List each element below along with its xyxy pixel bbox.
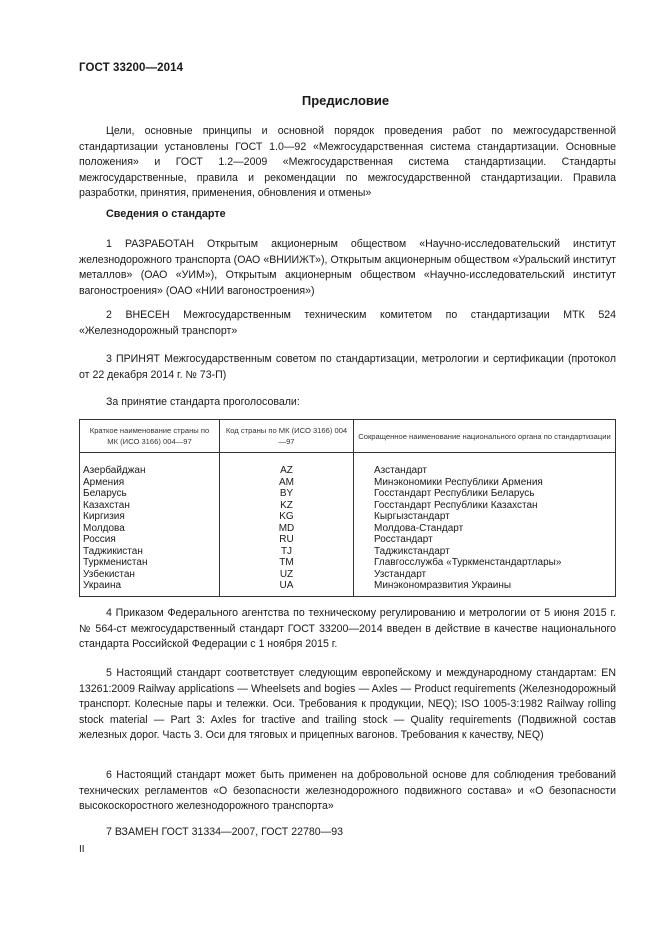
country-code: BY <box>220 488 354 500</box>
table-row <box>80 546 616 558</box>
page-number: II <box>79 844 85 855</box>
item-enacted: 4 Приказом Федерального агентства по техническому регулированию и метрологии от 5 июня 2015 г. № 564-ст межгосударственный стандарт ГОСТ 33200—2014 введен в действие в качестве национального стандарта Российской Федерации с 1 ноября 2015 г. <box>79 607 616 651</box>
standard-code: ГОСТ 33200—2014 <box>79 62 184 74</box>
vote-table <box>79 419 616 597</box>
info-heading: Сведения о стандарте <box>106 208 226 220</box>
country-code: AM <box>220 477 354 489</box>
item-developed: 1 РАЗРАБОТАН Открытым акционерным обществом «Научно-исследовательский институт железнодорожного транспорта (ОАО «ВНИИЖТ»), Открытым акционерным обществом «Уральский институт металлов» (ОАО «УИМ»), Открытым акционерным обществом «Научно-исследовательский институт вагоностроения» (ОАО «НИИ вагоностроения») <box>79 238 616 297</box>
country-name: Казахстан <box>80 500 220 512</box>
country-code: TJ <box>220 546 354 558</box>
intro-paragraph: Цели, основные принципы и основной порядок проведения работ по межгосударственной стандартизации установлены ГОСТ 1.0—92 «Межгосударственная система стандартизации. Основные положения» и ГОСТ 1.2—2009 «Межгосударственная система стандартизации. Стандарты межгосударственные, правила и рекомендации по межгосударственной стандартизации. Правила разработки, принятия, применения, обновления и отмены» <box>79 125 616 200</box>
table-row <box>80 569 616 581</box>
standards-body: Главгосслужба «Туркменстандартлары» <box>354 557 616 569</box>
standards-body: Минэкономразвития Украины <box>354 580 616 596</box>
table-row <box>80 580 616 596</box>
country-code: UA <box>220 580 354 596</box>
item-adopted: 3 ПРИНЯТ Межгосударственным советом по стандартизации, метрологии и сертификации (протокол от 22 декабря 2014 г. № 73-П) <box>79 353 616 381</box>
table-row <box>80 511 616 523</box>
standards-body: Азстандарт <box>354 453 616 477</box>
country-name: Беларусь <box>80 488 220 500</box>
table-row <box>80 453 616 477</box>
country-name: Таджикистан <box>80 546 220 558</box>
country-code: UZ <box>220 569 354 581</box>
vote-intro: За принятие стандарта проголосовали: <box>106 396 300 408</box>
country-code: KG <box>220 511 354 523</box>
page-title: Предисловие <box>301 93 390 108</box>
standards-body: Госстандарт Республики Казахстан <box>354 500 616 512</box>
item-applicability: 6 Настоящий стандарт может быть применен на добровольной основе для соблюдения требований технических регламентов «О безопасности железнодорожного подвижного состава» и «О безопасности высокоскоростного железнодорожного транспорта» <box>79 769 616 813</box>
item-replaces: 7 ВЗАМЕН ГОСТ 31334—2007, ГОСТ 22780—93 <box>106 826 344 838</box>
country-name: Армения <box>80 477 220 489</box>
header-code: Код страны по МК (ИСО 3166) 004—97 <box>220 420 354 453</box>
table-row <box>80 477 616 489</box>
standards-body: Молдова-Стандарт <box>354 523 616 535</box>
header-body: Сокращенное наименование национального органа по стандартизации <box>354 420 616 453</box>
standards-body: Узстандарт <box>354 569 616 581</box>
country-name: Украина <box>80 580 220 596</box>
country-name: Молдова <box>80 523 220 535</box>
country-name: Туркменистан <box>80 557 220 569</box>
standards-body: Минэкономики Республики Армения <box>354 477 616 489</box>
table-row <box>80 523 616 535</box>
standards-body: Росстандарт <box>354 534 616 546</box>
item-introduced: 2 ВНЕСЕН Межгосударственным техническим комитетом по стандартизации МТК 524 «Железнодорожный транспорт» <box>79 309 616 337</box>
table-row <box>80 557 616 569</box>
item-correspondence: 5 Настоящий стандарт соответствует следующим европейскому и международному стандартам: EN 13261:2009 Railway applications — Wheelsets and bogies — Axles — Product requirements (Железнодорожный транспорт. Колесные пары и тележки. Оси. Требования к продукции, NEQ); ISO 1005-3:1982 Railway rolling stock material — Part 3: Axles for tractive and trailing stock — Quality requirements (Подвижной состав железных дорог. Часть 3. Оси для тяговых и прицепных вагонов. Требования к качеству, NEQ) <box>79 667 616 742</box>
country-name: Киргизия <box>80 511 220 523</box>
country-name: Россия <box>80 534 220 546</box>
standards-body: Госстандарт Республики Беларусь <box>354 488 616 500</box>
table-row <box>80 500 616 512</box>
country-name: Азербайджан <box>80 453 220 477</box>
table-row <box>80 534 616 546</box>
country-code: MD <box>220 523 354 535</box>
header-country: Краткое наименование страны по МК (ИСО 3166) 004—97 <box>80 420 220 453</box>
country-code: TM <box>220 557 354 569</box>
country-code: AZ <box>220 453 354 477</box>
vote-table-header <box>80 420 616 453</box>
table-row <box>80 488 616 500</box>
standards-body: Таджикстандарт <box>354 546 616 558</box>
country-name: Узбекистан <box>80 569 220 581</box>
standards-body: Кыргызстандарт <box>354 511 616 523</box>
country-code: KZ <box>220 500 354 512</box>
country-code: RU <box>220 534 354 546</box>
